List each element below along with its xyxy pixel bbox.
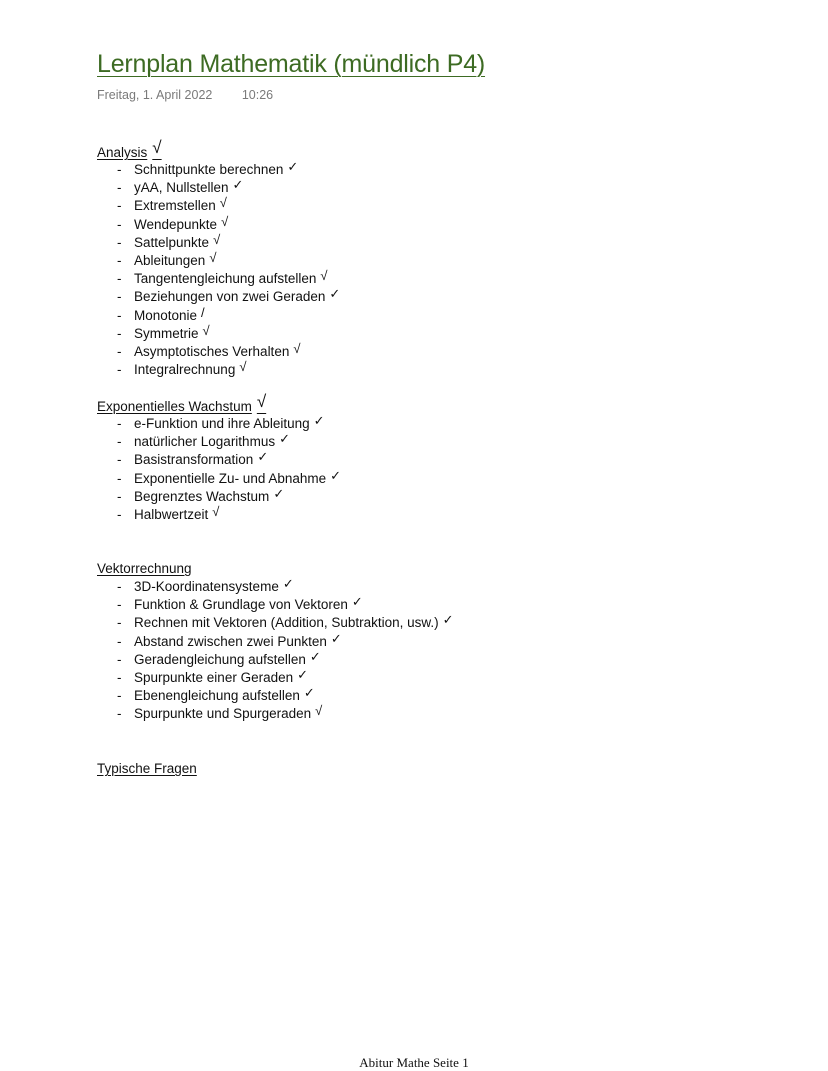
- list-item: [97, 596, 454, 614]
- list-item: [97, 630, 454, 651]
- list-item: [97, 161, 340, 179]
- bullet-dash-icon: -: [117, 669, 122, 685]
- section-exponentielles-wachstum: [97, 392, 342, 524]
- list-item-text: Monotonie: [134, 307, 198, 323]
- list-item: [97, 578, 454, 596]
- checkmark-icon: √: [152, 138, 162, 157]
- checkmark-icon: √: [320, 268, 328, 284]
- bullet-dash-icon: -: [117, 325, 122, 341]
- list-item-text: Tangentengleichung aufstellen: [134, 271, 317, 287]
- list-item: [97, 433, 341, 451]
- bullet-dash-icon: -: [117, 416, 122, 431]
- list-item-text: Geradengleichung aufstellen: [134, 651, 306, 667]
- section-analysis: [97, 138, 341, 379]
- list-item: [97, 322, 340, 343]
- bullet-dash-icon: -: [117, 180, 122, 196]
- list-item: [97, 249, 340, 270]
- list-item: [97, 485, 341, 506]
- list-item: [97, 270, 340, 288]
- checkmark-icon: √: [213, 231, 221, 247]
- bullet-dash-icon: -: [117, 633, 122, 649]
- bullet-dash-icon: -: [117, 343, 122, 359]
- checkmark-icon: √: [239, 359, 247, 375]
- checkmark-icon: ✓: [297, 666, 309, 682]
- bullet-dash-icon: -: [117, 597, 122, 613]
- list-item-text: Asymptotisches Verhalten: [134, 343, 290, 359]
- item-list: [97, 161, 340, 379]
- list-item-text: Begrenztes Wachstum: [134, 488, 270, 504]
- bullet-dash-icon: -: [117, 706, 122, 722]
- bullet-dash-icon: -: [117, 162, 122, 177]
- page-date: Freitag, 1. April 2022: [97, 88, 213, 102]
- list-item-text: Schnittpunkte berechnen: [134, 162, 284, 177]
- bullet-dash-icon: -: [117, 271, 122, 287]
- checkmark-icon: √: [209, 249, 217, 265]
- bullet-dash-icon: -: [117, 651, 122, 667]
- list-item-text: Halbwertzeit: [134, 506, 209, 522]
- checkmark-icon: ✓: [282, 576, 294, 591]
- list-item: [97, 415, 341, 433]
- bullet-dash-icon: -: [117, 488, 122, 504]
- checkmark-icon: ✓: [330, 467, 342, 483]
- list-item: [97, 503, 341, 524]
- checkmark-icon: √: [212, 503, 220, 519]
- list-item-text: Abstand zwischen zwei Punkten: [134, 633, 327, 649]
- list-item-text: Beziehungen von zwei Geraden: [134, 289, 326, 305]
- list-item: [97, 451, 341, 469]
- checkmark-icon: ✓: [287, 159, 299, 174]
- section-heading: Exponentielles Wachstum: [97, 399, 252, 414]
- checkmark-icon: ✓: [442, 612, 454, 628]
- page-title: Lernplan Mathematik (mündlich P4): [97, 50, 486, 78]
- section-typische-fragen: [97, 760, 197, 778]
- checkmark-icon: √: [256, 392, 267, 411]
- list-item-text: Rechnen mit Vektoren (Addition, Subtraktion, usw.): [134, 615, 439, 631]
- page-meta: [97, 88, 273, 102]
- bullet-dash-icon: -: [117, 198, 122, 214]
- checkmark-icon: ✓: [279, 431, 290, 447]
- checkmark-icon: ✓: [330, 630, 342, 646]
- bullet-dash-icon: -: [117, 579, 122, 594]
- list-item: [97, 614, 454, 632]
- checkmark-icon: √: [202, 322, 210, 338]
- bullet-dash-icon: -: [117, 252, 122, 268]
- bullet-dash-icon: -: [117, 506, 122, 522]
- list-item: [97, 648, 454, 669]
- list-item: [97, 666, 454, 687]
- list-item-text: Ableitungen: [134, 252, 206, 268]
- section-heading: Typische Fragen: [97, 761, 197, 776]
- checkmark-icon: /: [201, 304, 205, 320]
- list-item: [97, 288, 340, 306]
- list-item-text: e-Funktion und ihre Ableitung: [134, 416, 310, 431]
- checkmark-icon: √: [219, 195, 227, 211]
- list-item-text: Basistransformation: [134, 452, 254, 468]
- page-footer: Abitur Mathe Seite 1: [359, 1055, 469, 1070]
- list-item-text: Sattelpunkte: [134, 234, 210, 250]
- list-item-text: Spurpunkte und Spurgeraden: [134, 706, 312, 722]
- list-item: [97, 467, 342, 488]
- list-item: [97, 304, 340, 325]
- section-vektorrechnung: [97, 560, 454, 724]
- checkmark-icon: ✓: [232, 177, 244, 193]
- section-heading: Analysis: [97, 145, 148, 160]
- checkmark-icon: ✓: [313, 413, 325, 428]
- list-item-text: Funktion & Grundlage von Vektoren: [134, 597, 348, 613]
- bullet-dash-icon: -: [117, 234, 122, 250]
- list-item-text: Ebenengleichung aufstellen: [134, 688, 300, 704]
- bullet-dash-icon: -: [117, 452, 122, 468]
- list-item: [97, 179, 340, 197]
- checkmark-icon: √: [315, 703, 323, 719]
- checkmark-icon: ✓: [273, 485, 285, 501]
- list-item: [97, 340, 340, 361]
- list-item-text: yAA, Nullstellen: [134, 180, 229, 196]
- list-item-text: natürlicher Logarithmus: [134, 434, 276, 450]
- list-item-text: Extremstellen: [134, 198, 216, 214]
- item-list: [97, 578, 454, 724]
- bullet-dash-icon: -: [117, 362, 122, 378]
- checkmark-icon: ✓: [351, 594, 363, 610]
- section-heading: Vektorrechnung: [97, 561, 192, 576]
- list-item: [97, 687, 454, 705]
- bullet-dash-icon: -: [117, 307, 122, 323]
- checkmark-icon: ✓: [257, 449, 269, 465]
- page-time: 10:26: [241, 88, 274, 102]
- bullet-dash-icon: -: [117, 688, 122, 704]
- list-item-text: Symmetrie: [134, 325, 199, 341]
- bullet-dash-icon: -: [117, 289, 122, 305]
- checkmark-icon: ✓: [309, 648, 321, 664]
- list-item-text: Spurpunkte einer Geraden: [134, 669, 294, 685]
- checkmark-icon: ✓: [329, 286, 341, 302]
- list-item-text: Wendepunkte: [134, 216, 218, 232]
- bullet-dash-icon: -: [117, 470, 122, 486]
- list-item: [97, 361, 340, 379]
- bullet-dash-icon: -: [117, 615, 122, 631]
- list-item: [97, 705, 454, 723]
- list-item-text: 3D-Koordinatensysteme: [134, 579, 279, 594]
- bullet-dash-icon: -: [117, 216, 122, 232]
- bullet-dash-icon: -: [117, 434, 122, 450]
- checkmark-icon: √: [221, 213, 229, 229]
- checkmark-icon: ✓: [303, 685, 315, 701]
- item-list: [97, 415, 341, 524]
- list-item-text: Exponentielle Zu- und Abnahme: [134, 470, 327, 486]
- checkmark-icon: √: [293, 340, 301, 356]
- list-item: [97, 197, 340, 215]
- list-item-text: Integralrechnung: [134, 362, 236, 378]
- list-item: [97, 231, 340, 252]
